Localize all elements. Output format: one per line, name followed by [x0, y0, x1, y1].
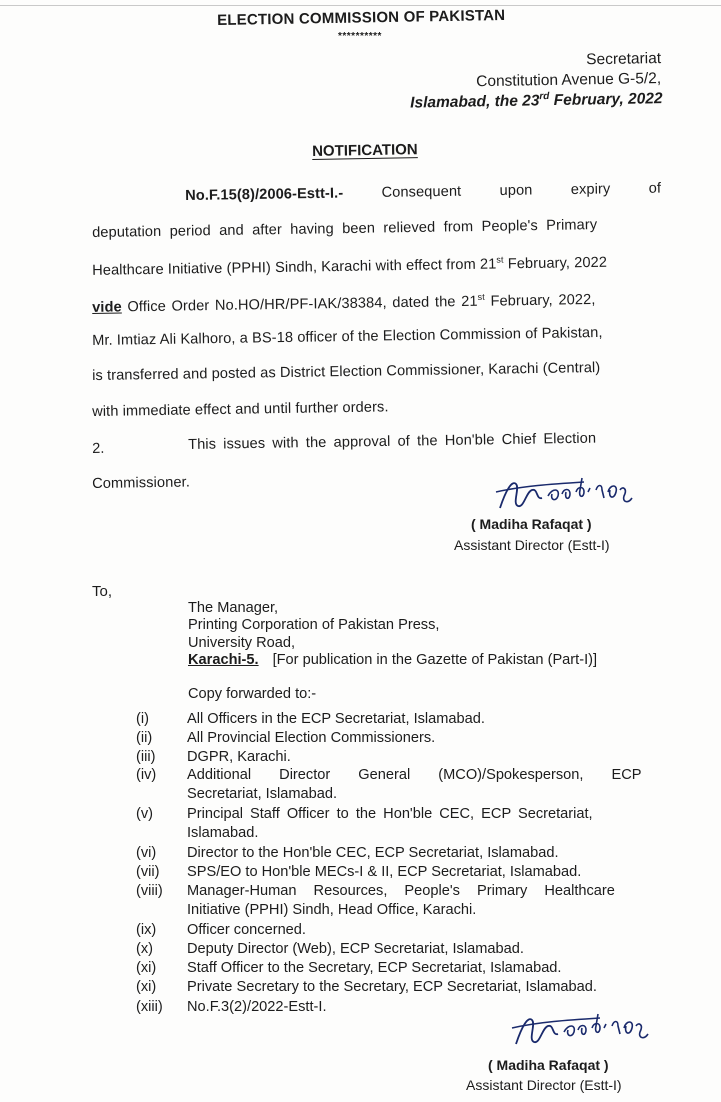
list-item-text: SPS/EO to Hon'ble MECs-I & II, ECP Secretariat, Islamabad.	[187, 864, 582, 880]
list-item-number: (xi)	[136, 960, 157, 976]
list-item-text: Deputy Director (Web), ECP Secretariat, Islamabad.	[187, 941, 524, 957]
list-item-number: (x)	[136, 941, 154, 957]
list-item-text: Principal Staff Officer to the Hon'ble CEC, ECP Secretariat,	[187, 806, 593, 822]
date-prefix: Islamabad, the 23	[409, 92, 540, 112]
list-item-number: (xiii)	[136, 999, 163, 1015]
list-item-text: DGPR, Karachi.	[187, 749, 291, 765]
address-line-2: Constitution Avenue G-5/2,	[476, 70, 662, 91]
date-line	[410, 89, 663, 113]
heading-stars: **********	[338, 31, 382, 42]
list-item-text: Staff Officer to the Secretary, ECP Secretariat, Islamabad.	[187, 960, 562, 976]
list-item-number: (ix)	[136, 922, 157, 938]
list-item-number: (ii)	[136, 730, 153, 746]
body-line-3-sup: st	[496, 254, 504, 265]
list-item-number: (viii)	[136, 883, 163, 899]
para-2-text: This issues with the approval of the Hon'ble Chief Election	[188, 430, 597, 453]
body-line-3-post: February, 2022	[503, 254, 608, 273]
body-line-7: with immediate effect and until further orders.	[92, 399, 389, 420]
body-line-4-sup: st	[477, 291, 485, 302]
signature-2-image	[508, 1004, 678, 1054]
body-line-1	[185, 181, 661, 204]
body-line-5: Mr. Imtiaz Ali Kalhoro, a BS-18 officer of the Election Commission of Pakistan,	[92, 324, 603, 349]
word-upon: upon	[499, 182, 533, 200]
list-item-text: Manager-Human Resources, People's Primary Healthcare	[187, 883, 615, 899]
list-item-text: Director to the Hon'ble CEC, ECP Secretariat, Islamabad.	[187, 845, 559, 861]
signature-1-designation: Assistant Director (Estt-I)	[454, 537, 610, 553]
list-item-text: No.F.3(2)/2022-Estt-I.	[187, 999, 327, 1015]
list-item-text: Officer concerned.	[187, 922, 306, 938]
notification-title: NOTIFICATION	[312, 141, 418, 160]
para-2-continuation: Commissioner.	[92, 474, 191, 492]
list-item-text: All Provincial Election Commissioners.	[187, 730, 436, 746]
recipient-line-4	[188, 652, 597, 668]
word-consequent: Consequent	[381, 183, 462, 201]
body-line-4-post: February, 2022,	[484, 291, 596, 310]
list-item-number: (v)	[136, 806, 154, 822]
signature-1-image	[492, 470, 672, 520]
list-item-number: (i)	[136, 711, 149, 727]
body-line-2: deputation period and after having been relieved from People's Primary	[92, 217, 598, 241]
recipient-line-2: Printing Corporation of Pakistan Press,	[188, 617, 440, 633]
body-line-3	[92, 253, 607, 279]
list-item-number: (vi)	[136, 845, 157, 861]
recipient-line-1: The Manager,	[188, 600, 279, 616]
recipient-line-3: University Road,	[188, 635, 296, 651]
word-expiry: expiry	[570, 181, 611, 198]
gazette-note: [For publication in the Gazette of Pakistan (Part-I)]	[272, 652, 598, 668]
date-sup: rd	[538, 90, 550, 103]
list-item-number: (vii)	[136, 864, 160, 880]
list-item-number: (iv)	[136, 767, 157, 783]
list-item-text: Private Secretary to the Secretary, ECP Secretariat, Islamabad.	[187, 979, 597, 995]
recipient-city: Karachi-5.	[188, 652, 259, 668]
list-item-text: All Officers in the ECP Secretariat, Islamabad.	[187, 711, 485, 727]
list-item-text: Additional Director General (MCO)/Spokesperson, ECP	[187, 767, 642, 783]
to-label: To,	[92, 583, 113, 600]
date-suffix: February, 2022	[548, 90, 663, 110]
signature-2-designation: Assistant Director (Estt-I)	[466, 1077, 622, 1093]
body-line-3-pre: Healthcare Initiative (PPHI) Sindh, Karachi with effect from 21	[92, 256, 497, 279]
body-line-4	[92, 290, 596, 316]
copy-forwarded-label: Copy forwarded to:-	[188, 686, 317, 702]
list-item-number: (xi)	[136, 979, 157, 995]
scan-edge-line	[0, 5, 721, 6]
body-line-4-pre: Office Order No.HO/HR/PF-IAK/38384, dated the 21	[121, 293, 478, 316]
reference-number: No.F.15(8)/2006-Estt-I.-	[185, 185, 344, 204]
para-2-number: 2.	[92, 440, 105, 457]
organization-heading: ELECTION COMMISSION OF PAKISTAN	[217, 6, 506, 29]
list-item-number: (iii)	[136, 749, 156, 765]
list-item-text-line-2: Islamabad.	[187, 825, 259, 841]
list-item-text-line-2: Initiative (PPHI) Sindh, Head Office, Karachi.	[187, 902, 477, 918]
body-line-6: is transferred and posted as District Election Commissioner, Karachi (Central)	[92, 360, 601, 384]
list-item-text-line-2: Secretariat, Islamabad.	[187, 786, 338, 802]
word-of: of	[648, 180, 662, 197]
signature-1-name: ( Madiha Rafaqat )	[471, 516, 592, 532]
signature-2-name: ( Madiha Rafaqat )	[488, 1057, 609, 1073]
vide-word: vide	[92, 299, 122, 316]
address-line-1: Secretariat	[586, 50, 662, 69]
